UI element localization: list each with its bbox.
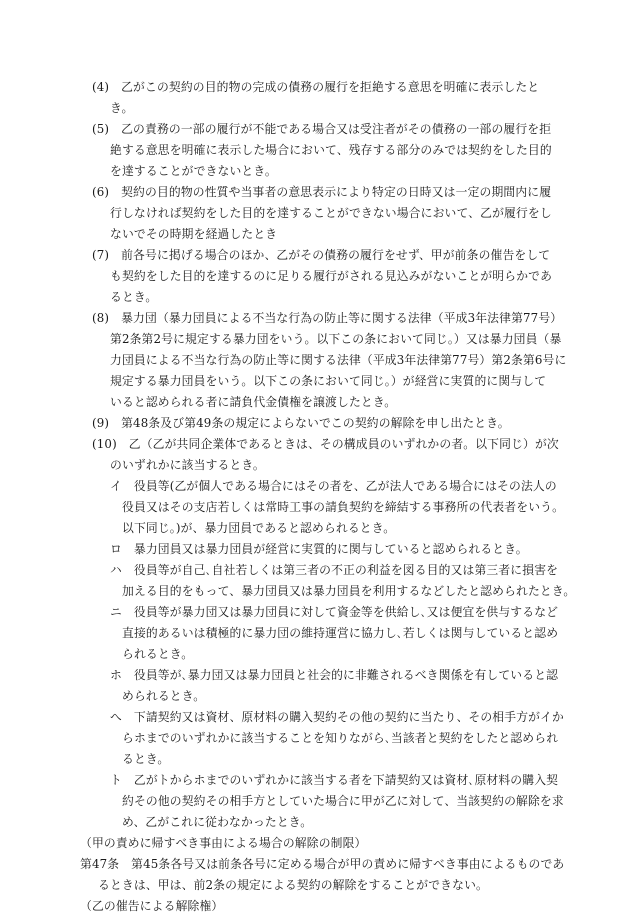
text-line: を達することができないとき。: [110, 164, 277, 178]
text-line: るとき。: [110, 290, 158, 304]
text-line: 絶する意思を明確に表示した場合において、残存する部分のみでは契約をした目的: [110, 143, 552, 157]
text-line: (8) 暴力団（暴力団員による不当な行為の防止等に関する法律（平成3年法律第77号）: [92, 311, 563, 325]
text-line: 直接的あるいは積極的に暴力団の維持運営に協力し､若しくは関与していると認め: [122, 626, 559, 640]
text-line: 以下同じ。)が、暴力団員であると認められるとき。: [122, 521, 396, 535]
text-line: ロ 暴力団員又は暴力団員が経営に実質的に関与していると認められるとき。: [110, 542, 528, 556]
text-line: (5) 乙の責務の一部の履行が不能である場合又は受注者がその債務の一部の履行を拒: [92, 122, 552, 136]
article-text: 第47条 第45条各号又は前条各号に定める場合が甲の責めに帰すべき事由によるものであ: [80, 857, 565, 871]
text-line: (4) 乙がこの契約の目的物の完成の債務の履行を拒絶する意思を明確に表示したと: [92, 80, 540, 94]
text-line: 第2条第2号に規定する暴力団をいう。以下この条において同じ。）又は暴力団員（暴: [110, 332, 562, 346]
text-line: のいずれかに該当するとき。: [110, 458, 265, 472]
text-line: イ 役員等(乙が個人である場合にはその者を、乙が法人である場合にはその法人の: [110, 479, 557, 493]
article-text: るときは、甲は、前2条の規定による契約の解除をすることができない。: [98, 878, 488, 892]
text-line: 行しなければ契約をした目的を達することができない場合において、乙が履行をし: [110, 206, 552, 220]
section-heading: （甲の責めに帰すべき事由による場合の解除の制限）: [80, 836, 367, 850]
text-line: られるとき。: [122, 647, 194, 661]
text-line: (9) 第48条及び第49条の規定によらないでこの契約の解除を申し出たとき。: [92, 416, 510, 430]
text-line: へ 下請契約又は資材、原材料の購入契約その他の契約に当たり、その相手方がイか: [110, 710, 564, 724]
text-line: いると認められる者に請負代金債権を譲渡したとき。: [110, 395, 397, 409]
text-line: 役員又はその支店若しくは常時工事の請負契約を締結する事務所の代表者をいう。: [122, 500, 565, 514]
text-line: (7) 前各号に掲げる場合のほか、乙がその債務の履行をせず、甲が前条の催告をして: [92, 248, 551, 262]
text-line: められるとき。: [122, 689, 206, 703]
text-line: 加える目的をもって、暴力団員又は暴力団員を利用するなどしたと認められたとき。: [122, 584, 576, 598]
text-line: 約その他の契約その相手方としていた場合に甲が乙に対して、当該契約の解除を求: [122, 794, 564, 808]
text-line: (10) 乙（乙が共同企業体であるときは、その構成員のいずれかの者。以下同じ）が次: [92, 437, 559, 451]
section-heading: （乙の催告による解除権）: [80, 899, 224, 913]
text-line: 力団員による不当な行為の防止等に関する法律（平成3年法律第77号）第2条第6号に: [110, 353, 567, 367]
text-line: ハ 役員等が自己､自社若しくは第三者の不正の利益を図る目的又は第三者に損害を: [110, 563, 559, 577]
text-line: ないでその時期を経過したとき: [110, 227, 278, 241]
text-line: も契約をした目的を達するのに足りる履行がされる見込みがないことが明らかであ: [110, 269, 553, 283]
text-line: め、乙がこれに従わなかったとき。: [122, 815, 313, 829]
text-line: ホ 役員等が､暴力団又は暴力団員と社会的に非難されるべき関係を有していると認: [110, 668, 559, 682]
text-line: (6) 契約の目的物の性質や当事者の意思表示により特定の日時又は一定の期間内に履: [92, 185, 552, 199]
text-line: き。: [110, 101, 134, 115]
text-line: らホまでのいずれかに該当することを知りながら､当該者と契約をしたと認められ: [122, 731, 559, 745]
text-line: ト 乙がトからホまでのいずれかに該当する者を下請契約又は資材､原材料の購入契: [110, 773, 559, 787]
text-line: ニ 役員等が暴力団又は暴力団員に対して資金等を供給し､又は便宜を供与するなど: [110, 605, 559, 619]
text-line: るとき。: [122, 752, 170, 766]
text-line: 規定する暴力団員をいう。以下この条において同じ。）が経営に実質的に関与して: [110, 374, 547, 388]
